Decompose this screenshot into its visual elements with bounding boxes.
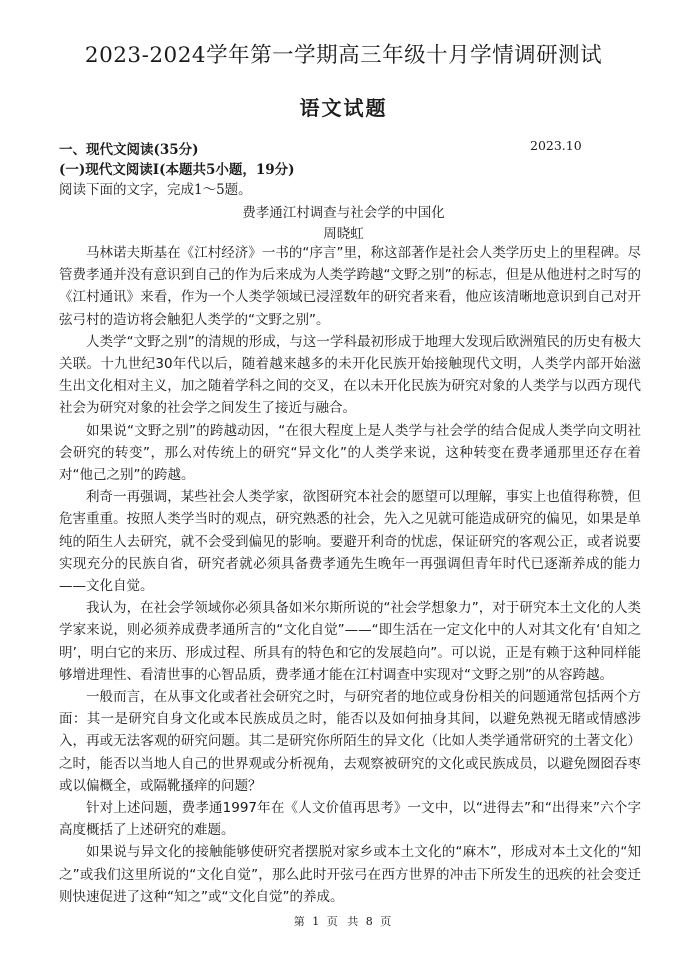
article-title: 费孝通江村调查与社会学的中国化	[242, 205, 445, 221]
paragraph: 人类学“文野之别”的清规的形成，与这一学科最初形成于地理大发现后欧洲殖民的历史有极大关联。十九世纪30年代以后，随着越来越多的未开化民族开始接触现代文明，人类学内部开始滋生出文化相对主义，加之随着学科之间的交叉，在以未开化民族为研究对象的人类学与以西方现代社会为研究对象的社会学之间发生了接近与融合。	[59, 333, 641, 417]
article-body	[59, 242, 641, 908]
subject-title: 语文试题	[299, 96, 388, 120]
exam-title: 2023-2024学年第一学期高三年级十月学情调研测试	[84, 43, 603, 68]
section-row	[59, 138, 659, 156]
exam-date: 2023.10	[530, 138, 582, 153]
section-heading: 一、现代文阅读(35分)	[59, 142, 199, 158]
paragraph: 利奇一再强调，某些社会人类学家，欲图研究本社会的愿望可以理解，事实上也值得称赞，但危害重重。按照人类学当时的观点，研究熟悉的社会，先入之见就可能造成研究的偏见，如果是单纯的陌生人去研究，就不会受到偏见的影响。要避开利奇的忧虑，保证研究的客观公正，或者说要实现充分的民族自省，研究者就必须具备费孝通先生晚年一再强调但青年时代已逐渐养成的能力——文化自觉。	[59, 489, 641, 595]
paragraph: 针对上述问题，费孝通1997年在《人文价值再思考》一文中，以“进得去”和“出得来”六个字高度概括了上述研究的难题。	[59, 800, 641, 839]
article-author: 周晓虹	[323, 226, 364, 242]
reading-instruction: 阅读下面的文字，完成1～5题。	[59, 182, 252, 198]
subsection-heading: (一)现代文阅读Ⅰ(本题共5小题，19分)	[59, 162, 295, 178]
paragraph: 马林诺夫斯基在《江村经济》一书的“序言”里，称这部著作是社会人类学历史上的里程碑。尽管费孝通并没有意识到自己的作为后来成为人类学跨越“文野之别”的标志，但是从他进村之时写的《江村通讯》来看，作为一个人类学领域已浸淫数年的研究者来看，他应该清晰地意识到自己对开弦弓村的造访将会触犯人类学的“文野之别”。	[59, 245, 641, 328]
paragraph: 一般而言，在从事文化或者社会研究之时，与研究者的地位或身份相关的问题通常包括两个方面：其一是研究自身文化或本民族成员之时，能否以及如何抽身其间，以避免熟视无睹或情感涉入，再或无法客观的研究问题。其二是研究你所陌生的异文化（比如人类学通常研究的土著文化）之时，能否以当地人自己的世界观或分析视角，去观察被研究的文化或民族成员，以避免囫囵吞枣或以偏概全，或隔靴搔痒的问题？	[59, 689, 641, 794]
paragraph: 如果说“文野之别”的跨越动因，“在很大程度上是人类学与社会学的结合促成人类学向文明社会研究的转变”，那么对传统上的研究“异文化”的人类学来说，这种转变在费孝通那里还存在着对“他己之别”的跨越。	[59, 422, 641, 484]
page-total: 共 8 页	[347, 915, 394, 928]
page-number: 第 1 页	[293, 915, 340, 928]
paragraph: 我认为，在社会学领域你必须具备如米尔斯所说的“社会学想象力”，对于研究本土文化的人类学家来说，则必须养成费孝通所言的“文化自觉”——“即生活在一定文化中的人对其文化有‘自知之明’，明白它的来历、形成过程、所具有的特色和它的发展趋向”。可以说，正是有赖于这种同样能够增进理性、看清世事的心智品质，费孝通才能在江村调查中实现对“文野之别”的从容跨越。	[59, 600, 641, 683]
page-footer	[0, 913, 687, 929]
paragraph: 如果说与异文化的接触能够使研究者摆脱对家乡或本土文化的“麻木”，形成对本土文化的“知之”或我们这里所说的“文化自觉”，那么此时开弦弓在西方世界的冲击下所发生的迅疾的社会变迁则快速促进了这种“知之”或“文化自觉”的养成。	[59, 844, 641, 905]
